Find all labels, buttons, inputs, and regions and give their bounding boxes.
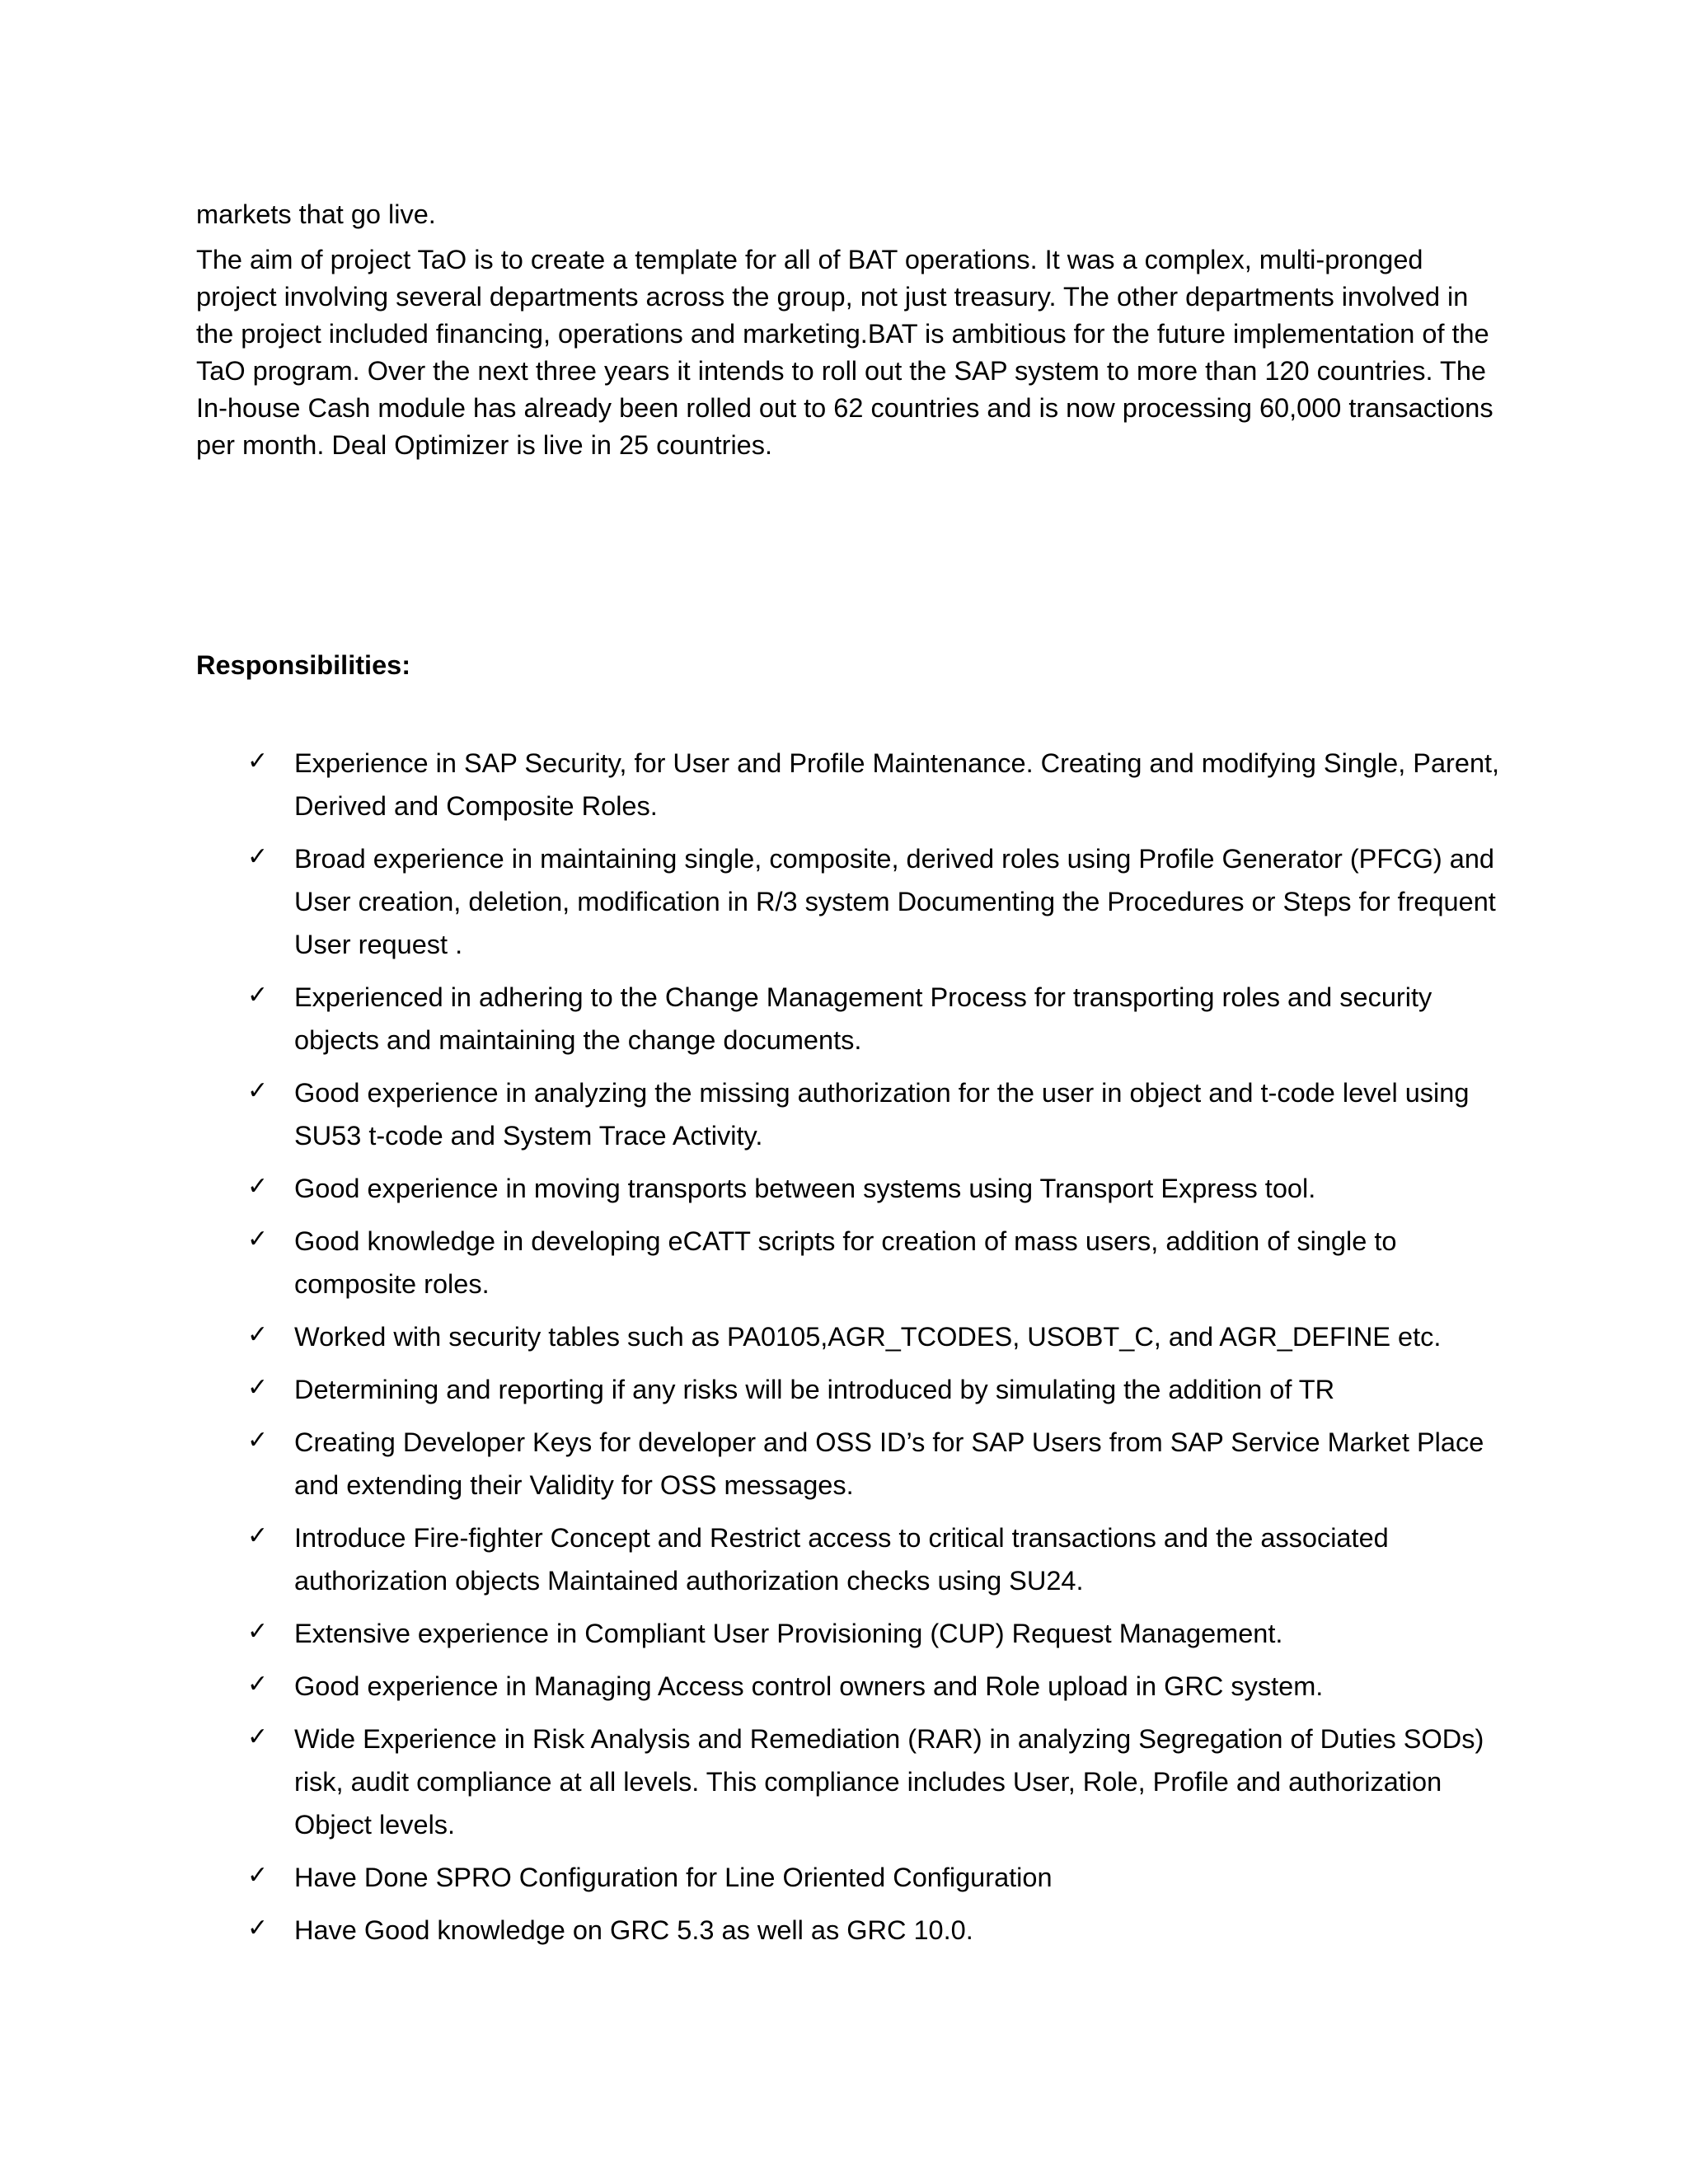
intro-section (196, 196, 1498, 464)
checkmark-icon: ✓ (247, 1861, 269, 1890)
checkmark-icon: ✓ (247, 1076, 269, 1105)
list-item (247, 1220, 1500, 1305)
list-item (247, 1516, 1500, 1602)
list-item-text: Worked with security tables such as PA0105,AGR_TCODES, USOBT_C, and AGR_DEFINE etc. (294, 1322, 1442, 1352)
checkmark-icon: ✓ (247, 1172, 269, 1201)
list-item-text: Good knowledge in developing eCATT scripts for creation of mass users, addition of single to composite roles. (294, 1226, 1397, 1299)
checkmark-icon: ✓ (247, 1320, 269, 1349)
checkmark-icon: ✓ (247, 1426, 269, 1455)
list-item-text: Experienced in adhering to the Change Management Process for transporting roles and security objects and maintaining the change documents. (294, 982, 1432, 1055)
list-item-text: Extensive experience in Compliant User Provisioning (CUP) Request Management. (294, 1619, 1283, 1648)
list-item (247, 1421, 1500, 1507)
list-item (247, 1315, 1500, 1358)
list-item (247, 1665, 1500, 1708)
list-item (247, 1856, 1500, 1899)
project-paragraph: The aim of project TaO is to create a template for all of BAT operations. It was a complex, multi-pronged project involving several departments across the group, not just treasury. The other departments involved in the project included financing, operations and marketing.BAT is ambitious for the future implementation of the TaO program. Over the next three years it intends to roll out the SAP system to more than 120 countries. The In-house Cash module has already been rolled out to 62 countries and is now processing 60,000 transactions per month. Deal Optimizer is live in 25 countries. (196, 245, 1493, 460)
checkmark-icon: ✓ (247, 1225, 269, 1254)
list-item-text: Wide Experience in Risk Analysis and Remediation (RAR) in analyzing Segregation of Duties SODs) risk, audit compliance at all levels. This compliance includes User, Role, Profile and authorization Object levels. (294, 1724, 1484, 1840)
list-item (247, 1368, 1500, 1411)
list-item-text: Have Good knowledge on GRC 5.3 as well as GRC 10.0. (294, 1915, 973, 1945)
continuation-text: markets that go live. (196, 199, 436, 229)
checkmark-icon: ✓ (247, 1722, 269, 1751)
checkmark-icon: ✓ (247, 1914, 269, 1943)
checkmark-icon: ✓ (247, 842, 269, 871)
checkmark-icon: ✓ (247, 1373, 269, 1402)
checkmark-icon: ✓ (247, 1670, 269, 1699)
list-item (247, 742, 1500, 827)
list-item-text: Good experience in moving transports between systems using Transport Express tool. (294, 1174, 1316, 1203)
list-item-text: Broad experience in maintaining single, composite, derived roles using Profile Generator (PFCG) and User creation, deletion, modification in R/3 system Documenting the Procedures or Steps for frequent User request . (294, 844, 1496, 959)
list-item-text: Creating Developer Keys for developer and OSS ID’s for SAP Users from SAP Service Market Place and extending their Validity for OSS messages. (294, 1427, 1484, 1500)
checkmark-icon: ✓ (247, 1617, 269, 1646)
list-item (247, 1909, 1500, 1952)
list-item (247, 1071, 1500, 1157)
list-item-text: Good experience in analyzing the missing authorization for the user in object and t-code level using SU53 t-code and System Trace Activity. (294, 1078, 1470, 1151)
list-item-text: Have Done SPRO Configuration for Line Oriented Configuration (294, 1863, 1053, 1892)
list-item (247, 1167, 1500, 1210)
checkmark-icon: ✓ (247, 981, 269, 1010)
list-item (247, 976, 1500, 1062)
list-item-text: Introduce Fire-fighter Concept and Restrict access to critical transactions and the associated authorization objects Maintained authorization checks using SU24. (294, 1523, 1389, 1596)
list-item-text: Determining and reporting if any risks will be introduced by simulating the addition of TR (294, 1375, 1335, 1404)
list-item (247, 1718, 1500, 1846)
list-item (247, 1612, 1500, 1655)
list-item-text: Good experience in Managing Access control owners and Role upload in GRC system. (294, 1671, 1324, 1701)
checkmark-icon: ✓ (247, 1521, 269, 1550)
responsibilities-heading: Responsibilities: (196, 650, 411, 680)
checkmark-icon: ✓ (247, 747, 269, 776)
list-item-text: Experience in SAP Security, for User and Profile Maintenance. Creating and modifying Single, Parent, Derived and Composite Roles. (294, 748, 1500, 821)
responsibilities-list (247, 742, 1500, 1961)
list-item (247, 837, 1500, 966)
